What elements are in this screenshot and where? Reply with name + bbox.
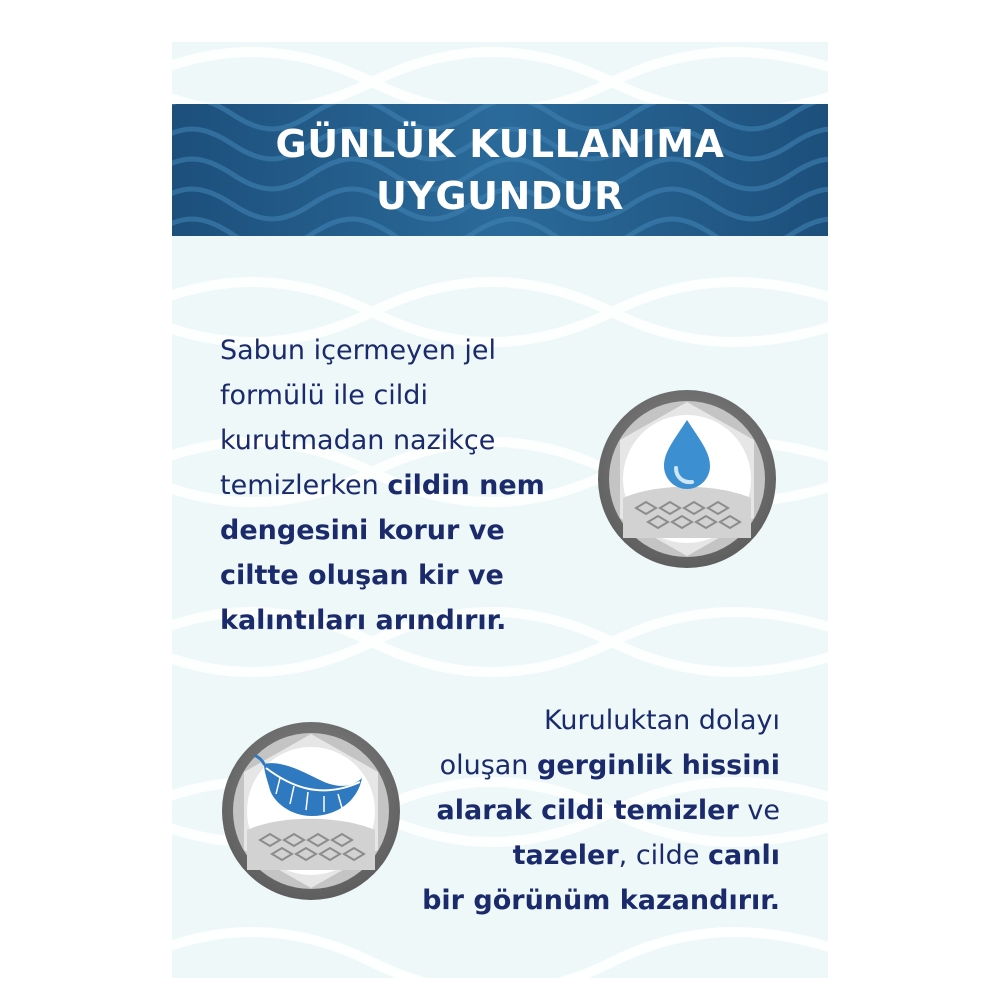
- block1-bold-text: kalıntıları arındırır.: [220, 605, 507, 636]
- block2-bold-text: tazeler: [512, 840, 619, 871]
- block2-bold-text: alarak cildi temizler: [436, 795, 739, 826]
- block1-line: Sabun içermeyen jel: [220, 335, 497, 366]
- block2-text: , cilde: [618, 840, 709, 871]
- block2-line: [420, 878, 780, 923]
- block2-text: ve: [738, 795, 780, 826]
- block1-line: [220, 598, 600, 643]
- banner-title-line1: GÜNLÜK KULLANIMA: [275, 122, 725, 166]
- block2-text: oluşan: [439, 750, 538, 781]
- block1-bold-text: cildin nem: [387, 470, 545, 501]
- block1-line: formülü ile cildi: [220, 380, 428, 411]
- block1-line: [220, 463, 600, 508]
- block1-bold-text: ciltte oluşan kir ve: [220, 560, 504, 591]
- block2-bold-text: canlı: [708, 840, 780, 871]
- block2-line: [420, 743, 780, 788]
- block2-line: Kuruluktan dolayı: [544, 705, 780, 736]
- block2-bold-text: bir görünüm kazandırır.: [422, 885, 780, 916]
- block1-line: [220, 508, 600, 553]
- block1-text: temizlerken: [220, 470, 388, 501]
- description-block-1: [220, 328, 600, 643]
- block1-line: kurutmadan nazikçe: [220, 425, 496, 456]
- description-block-2: [420, 698, 780, 923]
- block2-line: [420, 833, 780, 878]
- water-drop-icon: [596, 388, 778, 570]
- banner-title: [172, 104, 828, 236]
- title-banner: [172, 104, 828, 236]
- block2-line: [420, 788, 780, 833]
- block1-bold-text: dengesini korur ve: [220, 515, 505, 546]
- block1-line: [220, 553, 600, 598]
- block2-bold-text: gerginlik hissini: [537, 750, 780, 781]
- banner-title-line2: UYGUNDUR: [376, 174, 624, 218]
- feather-icon: [220, 720, 402, 902]
